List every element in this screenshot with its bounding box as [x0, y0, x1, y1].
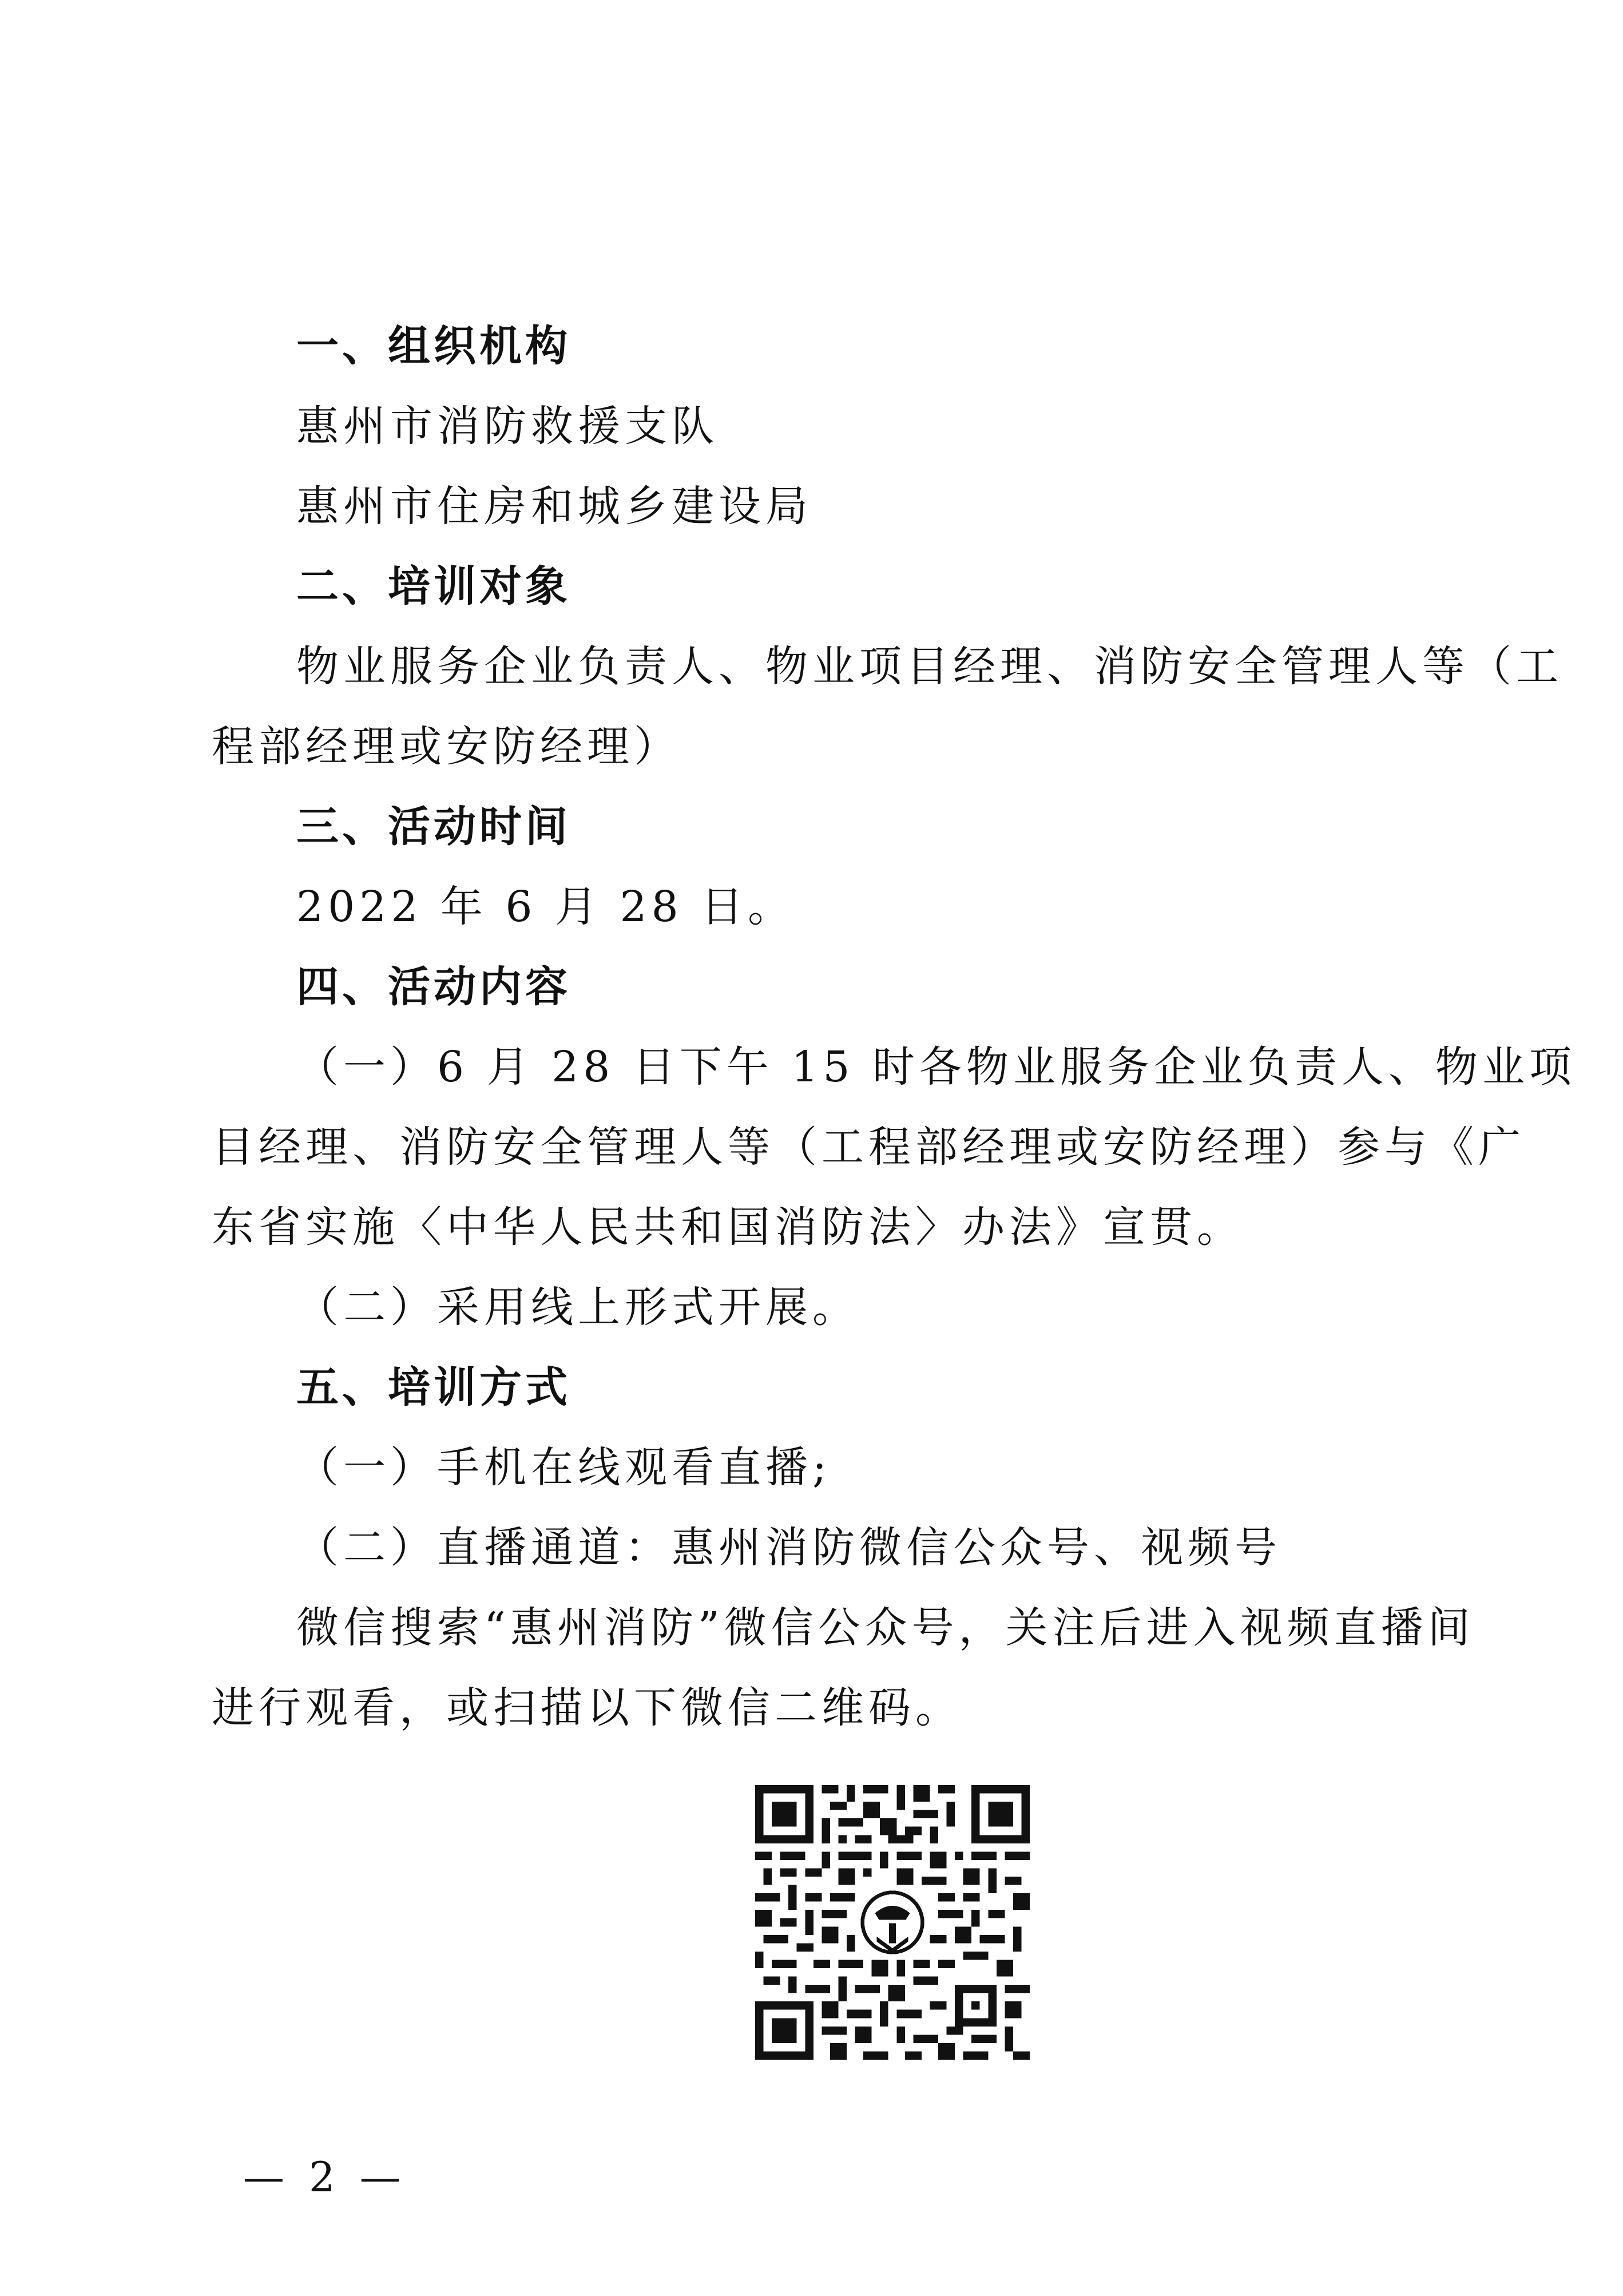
- method-instructions-line-1: 微信搜索“惠州消防”微信公众号，关注后进入视频直播间: [296, 1603, 1475, 1652]
- section-heading-time: 三、活动时间: [296, 802, 571, 851]
- content-item-2: （二）采用线上形式开展。: [296, 1283, 859, 1332]
- page-number: — 2 —: [243, 2153, 407, 2201]
- org-line-fire-rescue: 惠州市消防救援支队: [296, 402, 719, 451]
- trainees-line-1: 物业服务企业负责人、物业项目经理、消防安全管理人等（工: [296, 642, 1563, 691]
- qr-code-icon: [755, 1785, 1030, 2060]
- org-line-housing-bureau: 惠州市住房和城乡建设局: [296, 482, 812, 531]
- time-line: 2022 年 6 月 28 日。: [296, 882, 795, 931]
- method-item-1: （一）手机在线观看直播;: [296, 1443, 831, 1492]
- section-heading-method: 五、培训方式: [296, 1363, 571, 1412]
- method-item-2: （二）直播通道：惠州消防微信公众号、视频号: [296, 1523, 1281, 1572]
- section-heading-content: 四、活动内容: [296, 962, 571, 1012]
- method-instructions-line-2: 进行观看，或扫描以下微信二维码。: [212, 1683, 962, 1732]
- content-item-1-line-2: 目经理、消防安全管理人等（工程部经理或安防经理）参与《广: [212, 1123, 1525, 1172]
- section-heading-trainees: 二、培训对象: [296, 562, 571, 611]
- content-item-1-line-1: （一）6 月 28 日下午 15 时各物业服务企业负责人、物业项: [296, 1042, 1577, 1092]
- content-item-1-line-3: 东省实施〈中华人民共和国消防法〉办法》宣贯。: [212, 1203, 1244, 1252]
- section-heading-organization: 一、组织机构: [296, 322, 571, 371]
- trainees-line-2: 程部经理或安防经理）: [212, 722, 681, 771]
